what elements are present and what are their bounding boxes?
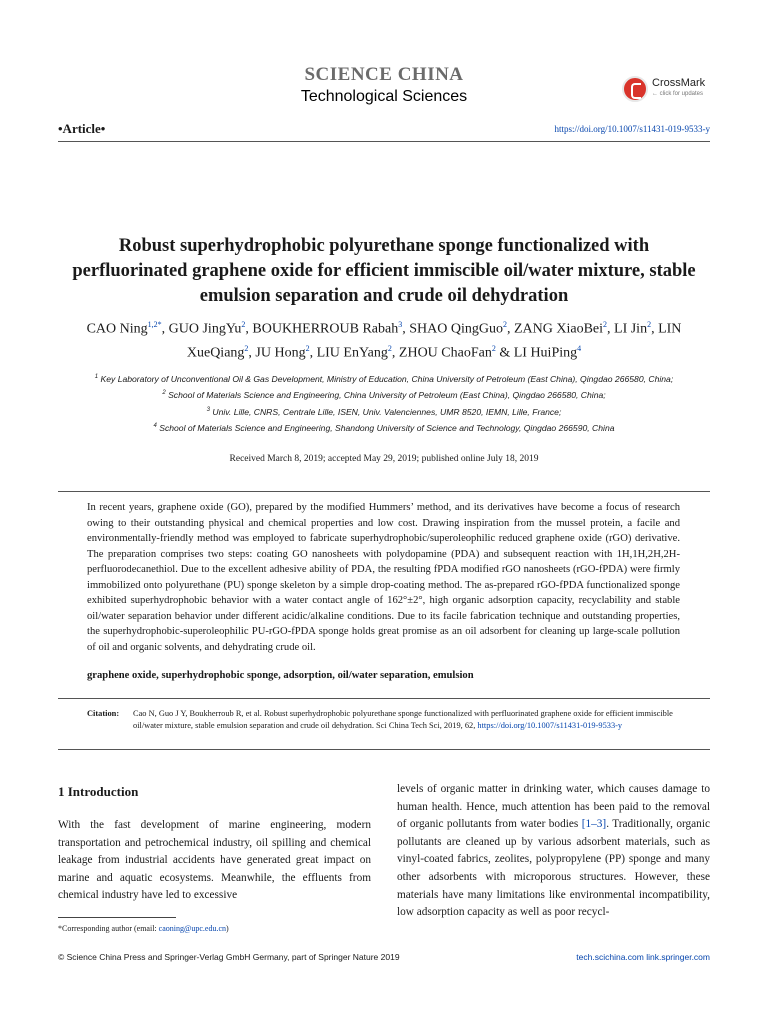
footer-links[interactable]: tech.scichina.com link.springer.com — [576, 952, 710, 962]
author-affil-marker: 4 — [577, 343, 582, 353]
intro-right-text-b: . Traditionally, organic pollutants are cleaned up by various adsorbent materials, such as vinyl-coated fabrics, zeolites, polypropylene (PP) sponge and many other adsorbents with microporous structures. However, these materials have many limitations like environmental incompatibility, low adsorption capacity as well as poor recycl- — [397, 818, 710, 919]
footnote — [58, 924, 229, 933]
author-affil-marker: 2 — [241, 320, 246, 329]
intro-right-text-a: levels of organic matter in drinking water, which causes damage to human health. Hence, much attention has been paid to the removal of organic pollutants from water bodies — [397, 783, 710, 831]
affiliation-item — [90, 403, 678, 419]
affiliation-number: 1 — [94, 374, 99, 380]
author-affil-marker: 2 — [603, 320, 608, 329]
crossmark-badge[interactable] — [622, 76, 712, 104]
author-name: LIN XueQiang — [186, 321, 682, 361]
author-name: ZANG XiaoBei — [513, 321, 604, 337]
author-affil-marker: 3 — [398, 320, 403, 329]
affiliation-number: 2 — [162, 390, 166, 397]
keywords: graphene oxide, superhydrophobic sponge, adsorption, oil/water separation, emulsion — [87, 670, 474, 681]
author-affil-marker: 2 — [647, 320, 652, 329]
author-name: LI Jin — [614, 321, 648, 337]
author-list: CAO Ning$^{1,2*}$, GUO JingYu$^2$, BOUKHERROUB Rabah$^3$, SHAO QingGuo$^2$, ZANG XiaoBei$^2$, LI Jin$^2$, LIN XueQiang$^2$, JU Hong$^2$, LIU EnYang$^2$, ZHOU ChaoFan$^2$ & LI HuiPing$^4$ — [86, 320, 682, 361]
author-name: CAO Ning — [86, 321, 148, 337]
footnote-close: ) — [226, 924, 229, 933]
footer-copyright: © Science China Press and Springer-Verlag GmbH Germany, part of Springer Nature 2019 — [58, 952, 400, 962]
footnote-rule — [58, 917, 176, 918]
footnote-label: *Corresponding author (email: — [58, 924, 159, 933]
journal-name: SCIENCE CHINA — [304, 64, 464, 85]
crossmark-label: CrossMark — [652, 77, 706, 89]
abstract: In recent years, graphene oxide (GO), prepared by the modified Hummers’ method, and its derivatives have become a focus of research owing to their outstanding physical and chemical properties and low cost. Drawing inspiration from the mussel protein, a facile and environmentally-friendly method was employed to fabricate superhydrophobic/superoleophilic reduced graphene oxide (rGO) derivative. The preparation comprises two steps: coating GO nanosheets with polydopamine (PDA) and subsequent reaction with 1H,1H,2H,2H-perfluorodecanethiol. Due to the excellent adhesive ability of PDA, the resulting fPDA modified rGO nanosheets (rGO-fPDA) were firmly immobilized onto polyurethane (PU) sponge skeleton by a simple drop-coating method. The as-prepared rGO-fPDA functionalized sponge exhibited superhydrophobic behavior with a water contact angle of 162°±2°, high organic adsorption capacity, recyclability and stable oil/water separation behavior under different acidic/alkaline conditions. Due to its facile fabrication technique and outstanding properties, the superhydrophobic-superoleophilic PU-rGO-fPDA sponge holds great promise as an oil adsorbent for cleaning up large-scale pollution of oil and organic solvents, and dehydrating crude oil. — [87, 502, 680, 653]
citation-body: Cao N, Guo J Y, Boukherroub R, et al. Robust superhydrophobic polyurethane sponge functionalized with perfluorinated graphene oxide for efficient immiscible oil/water mixture, stable emulsion separation and crude oil dehydration. Sci China Tech Sci, 2019, 62, — [133, 709, 673, 730]
corresponding-email-link[interactable]: caoning@upc.edu.cn — [158, 924, 226, 933]
affiliation-number: 3 — [206, 406, 210, 413]
author-affil-marker: 2 — [305, 343, 310, 353]
header-rule — [58, 141, 710, 142]
affiliation-item — [90, 370, 678, 386]
affiliation-text: School of Materials Science and Engineering, Shandong University of Science and Technology, Qingdao 266590, China — [156, 422, 615, 433]
crossmark-sublabel: ← click for updates — [652, 91, 704, 97]
author-affil-marker: 1,2* — [147, 320, 162, 329]
author-name: LI HuiPing — [513, 345, 578, 361]
received-dates: Received March 8, 2019; accepted May 29, 2019; published online July 18, 2019 — [229, 454, 539, 464]
affiliation-text: Univ. Lille, CNRS, Centrale Lille, ISEN, Univ. Valenciennes, UMR 8520, IEMN, Lille, France; — [209, 406, 562, 417]
citation-doi-link[interactable]: https://doi.org/10.1007/s11431-019-9533-y — [477, 720, 623, 730]
author-affil-marker: 2 — [491, 343, 496, 353]
affiliation-text: School of Materials Science and Engineering, China University of Petroleum (East China), Qingdao 266580, China; — [165, 390, 606, 401]
citation-label: Citation: — [87, 709, 120, 718]
author-name: JU Hong — [255, 345, 306, 361]
author-name: GUO JingYu — [168, 321, 242, 337]
author-name: ZHOU ChaoFan — [398, 345, 492, 361]
author-name: LIU EnYang — [316, 345, 388, 361]
reference-link[interactable]: [1–3] — [581, 818, 607, 831]
abstract-bottom-rule — [58, 698, 710, 699]
author-affil-marker: 2 — [244, 343, 249, 353]
author-affil-marker: 2 — [387, 343, 392, 353]
citation-text — [133, 708, 680, 731]
citation-rule — [58, 749, 710, 750]
affiliation-item — [90, 419, 678, 435]
paper-title: Robust superhydrophobic polyurethane sponge functionalized with perfluorinated graphene oxide for efficient immiscible oil/water mixture, stable emulsion separation and crude oil dehydration — [72, 236, 696, 306]
intro-column-left: With the fast development of marine engineering, modern transportation and petrochemical industry, oil spilling and chemical leakage from industrial accidents have generated great impact on marine and aquatic ecosystems. Meanwhile, the effluents from chemical industry have led to excessive — [58, 819, 371, 902]
author-name: BOUKHERROUB Rabah — [252, 321, 399, 337]
article-type: •Article• — [58, 121, 106, 136]
author-name: SHAO QingGuo — [409, 321, 503, 337]
affiliation-number: 4 — [153, 423, 157, 430]
section-heading-introduction: 1 Introduction — [58, 784, 139, 799]
intro-column-right — [397, 781, 710, 922]
author-affil-marker: 2 — [502, 320, 507, 329]
journal-subtitle: Technological Sciences — [300, 88, 468, 105]
affiliation-text: Key Laboratory of Unconventional Oil & Gas Development, Ministry of Education, China University of Petroleum (East China), Qingdao 266580, China; — [98, 373, 674, 384]
crossmark-icon — [622, 76, 648, 102]
doi-link[interactable]: https://doi.org/10.1007/s11431-019-9533-y — [554, 124, 710, 134]
affiliation-item — [90, 386, 678, 402]
affiliations — [90, 370, 678, 435]
abstract-top-rule — [58, 491, 710, 492]
